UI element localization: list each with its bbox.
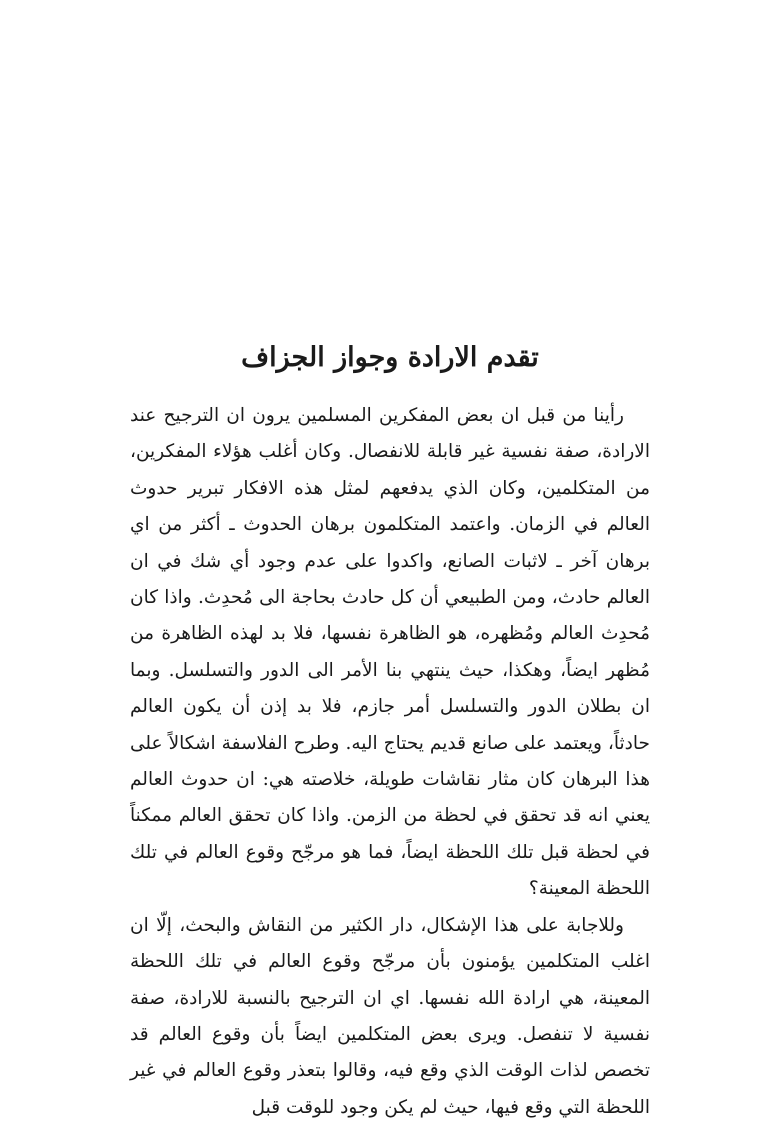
chapter-title: تقدم الارادة وجواز الجزاف (241, 342, 539, 373)
paragraph-2: وللاجابة على هذا الإشكال، دار الكثير من النقاش والبحث، إلّا ان اغلب المتكلمين يؤمنون بأن مرجّح وقوع العالم في تلك اللحظة المعينة، هي ارادة الله نفسها. اي ان الترجيح بالنسبة للارادة، صفة نفسية لا تنفصل. ويرى بعض المتكلمين ايضاً بأن وقوع العالم قد تخصص لذات الوقت الذي وقع فيه، وقالوا بتعذر وقوع العالم في غير اللحظة التي وقع فيها، حيث لم يكن وجود للوقت قبل (130, 914, 650, 1118)
paragraph-1: رأينا من قبل ان بعض المفكرين المسلمين يرون ان الترجيح عند الارادة، صفة نفسية غير قابلة للانفصال. وكان أغلب هؤلاء المفكرين، من المتكلمين، وكان الذي يدفعهم لمثل هذه الافكار تبرير حدوث العالم في الزمان. واعتمد المتكلمون برهان الحدوث ـ أكثر من اي برهان آخر ـ لاثبات الصانع، واكدوا على عدم وجود أي شك في ان العالم حادث، ومن الطبيعي أن كل حادث بحاجة الى مُحدِث. واذا كان مُحدِث العالم ومُظهره، هو الظاهرة نفسها، فلا بد لهذه الظاهرة من مُظهر ايضاً، وهكذا، حيث ينتهي بنا الأمر الى الدور والتسلسل. وبما ان بطلان الدور والتسلسل أمر جازم، فلا بد إذن أن يكون العالم حادثاً، ويعتمد على صانع قديم يحتاج اليه. وطرح الفلاسفة اشكالاً على هذا البرهان كان مثار نقاشات طويلة، خلاصته هي: ان حدوث العالم يعني انه قد تحقق في لحظة من الزمن. واذا كان تحقق العالم ممكناً في لحظة قبل تلك اللحظة ايضاً، فما هو مرجّح وقوع العالم في تلك اللحظة المعينة؟ (130, 405, 650, 900)
body-text (130, 398, 650, 1126)
